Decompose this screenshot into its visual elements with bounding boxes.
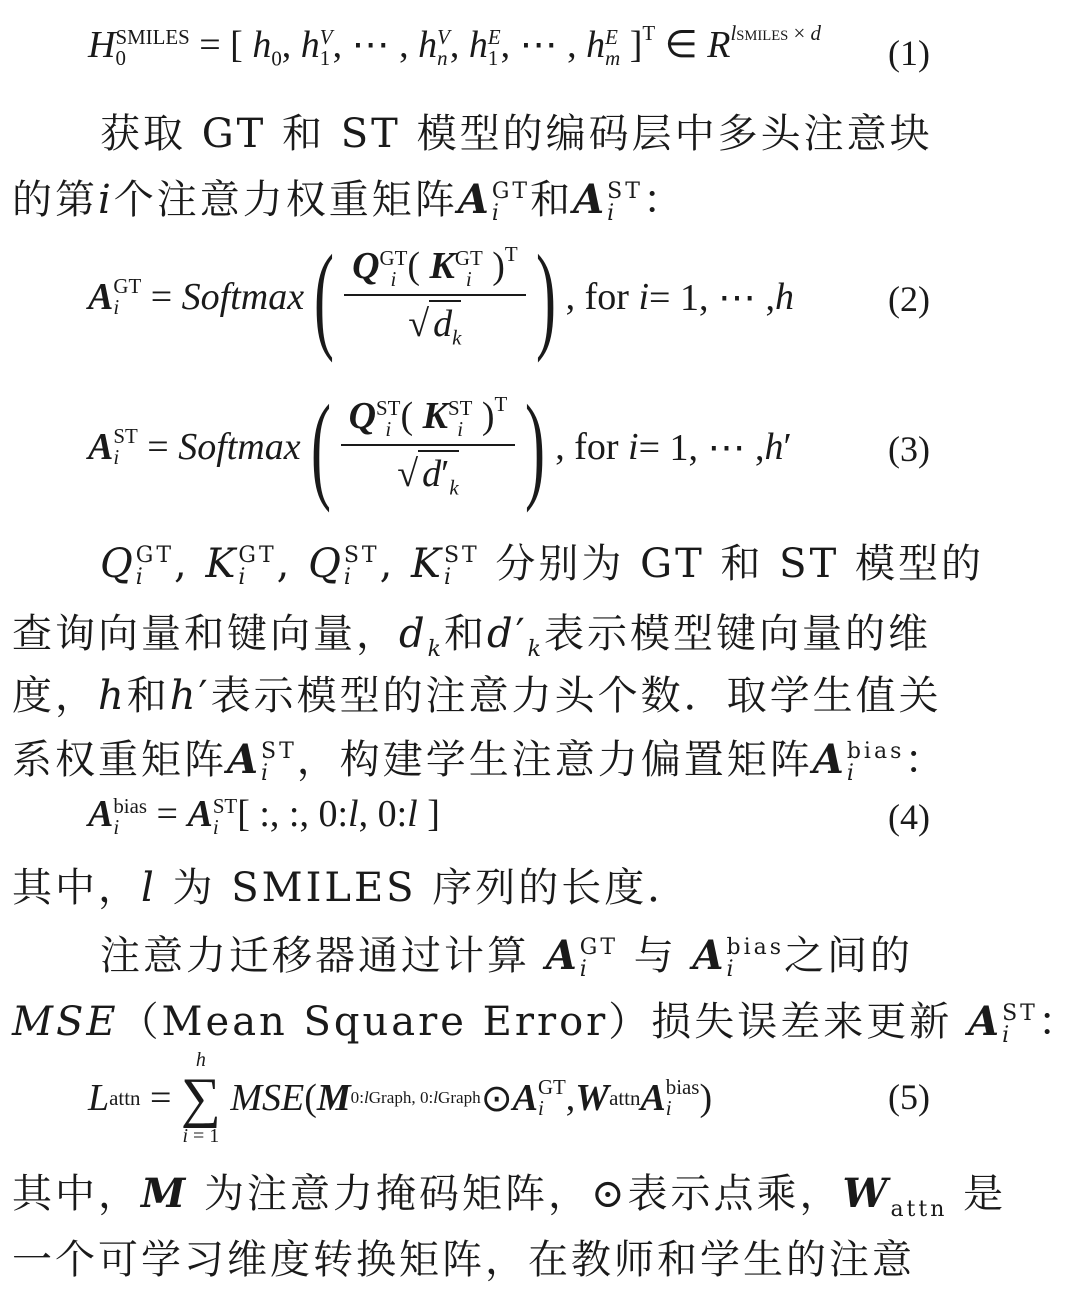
equation-1: H SMILES 0 = [ $h_0$, h V 1 , ⋯ , h V n , h E 1 , ⋯ , h E m ]$^T$ ∈ $R^{lSMILES \times d}$ [88, 21, 821, 71]
equation-3-number: (3) [888, 429, 930, 469]
paragraph-line: 的第i个注意力权重矩阵A GT i 和A ST i ： [12, 176, 686, 226]
equation-5: L attn = h ∑ i = 1 MSE ( M 0:lGraph, 0:lGraph ⊙ A GT i , W attn A bias i ) [88, 1049, 713, 1147]
equation-4: A bias i = A ST i [ :, :, 0:l, 0:l ] [88, 793, 440, 840]
paragraph-line: Q GT i , K GT i , Q ST i , K ST i 分别为 GT 和 ST 模型的 [100, 541, 984, 590]
paragraph-line: 系权重矩阵A ST i ，构建学生注意力偏置矩阵A bias i ： [12, 736, 948, 786]
equation-4-number: (4) [888, 797, 930, 837]
equation-2: A GT i = Softmax ( Q GT i ( K GT i )$^T$ √ $d_k$ ) , for i = 1, ⋯ , h [88, 230, 794, 363]
paragraph-line: 其中，l 为 SMILES 序列的长度． [12, 865, 691, 911]
equation-3: A ST i = Softmax ( Q ST i ( K ST i )$^T$ √ $d'_k$ ) , for i = 1, ⋯ , h ′ [88, 380, 792, 513]
paragraph-line: 查询向量和键向量，$d_k$和$d'_k$表示模型键向量的维 [12, 611, 931, 662]
equation-1-number: (1) [888, 33, 930, 73]
paragraph-line: 获取 GT 和 ST 模型的编码层中多头注意块 [100, 111, 933, 157]
paragraph-line: 注意力迁移器通过计算 A GT i 与 A bias i 之间的 [100, 932, 914, 982]
equation-2-number: (2) [888, 279, 930, 319]
paragraph-line: MSE（Mean Square Error）损失误差来更新 A ST i ： [12, 998, 1081, 1048]
paragraph-line: 其中，M 为注意力掩码矩阵，⊙表示点乘，$W_{attn}$ 是 [12, 1170, 1007, 1222]
equation-5-number: (5) [888, 1077, 930, 1117]
paragraph-line: 一个可学习维度转换矩阵，在教师和学生的注意 [12, 1237, 915, 1283]
paragraph-line: 度，h和h′表示模型的注意力头个数．取学生值关 [12, 673, 942, 719]
